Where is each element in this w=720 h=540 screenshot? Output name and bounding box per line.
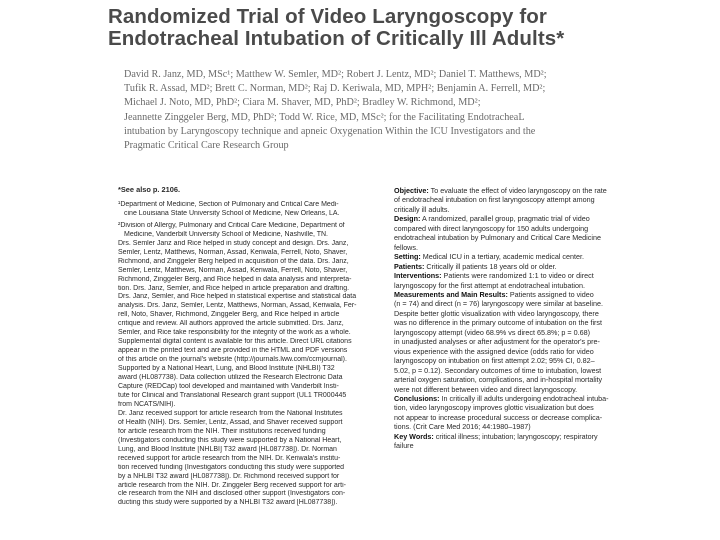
footnote-line: Medicine, Vanderbilt University School of Medicine, Nashville, TN. (124, 230, 328, 238)
author-line: Michael J. Noto, MD, PhD²; Ciara M. Shaver, MD, PhD²; Bradley W. Richmond, MD²; (124, 97, 481, 109)
abstract-line: were not different between video and direct laryngoscopy. (394, 384, 578, 394)
patients-label: Patients: (394, 261, 425, 271)
abstract-line: critically ill adults. (394, 204, 450, 214)
author-list (124, 68, 720, 153)
title-line-2: Endotracheal Intubation of Critically Ill Adults* (108, 27, 565, 50)
abstract-line: laryngoscopy for the first attempt at endotracheal intubation. (394, 280, 585, 290)
footnote-line: tion. Drs. Janz, Semler, and Rice helped in article preparation and drafting. (118, 284, 350, 292)
design-label: Design: (394, 214, 421, 224)
abstract-measurements (394, 290, 712, 299)
abstract-objective (394, 186, 712, 195)
author-line: David R. Janz, MD, MSc¹; Matthew W. Semler, MD²; Robert J. Lentz, MD²; Daniel T. Matthews, MD²; (124, 69, 547, 80)
footnote-line: Dr. Janz received support for article research from the National Institutes (118, 409, 343, 417)
footnote-line: Capture (REDCap) tool developed and maintained with Vanderbilt Insti- (118, 383, 339, 391)
abstract-line: of endotracheal intubation on first laryngoscopy attempt among (394, 195, 595, 205)
abstract-conclusions (394, 394, 712, 403)
abstract-line: (n = 74) and direct (n = 76) laryngoscopy were similar at baseline. (394, 299, 603, 309)
keywords-label: Key Words: (394, 431, 434, 441)
abstract-line: laryngoscopy on intubation on first attempt 2.02; 95% CI, 0.82– (394, 356, 595, 366)
abstract-line: not appear to increase procedural success or decrease complica- (394, 412, 603, 422)
footnote-line: article research from the NIH. Dr. Zinggeler Berg received support for arti- (118, 481, 346, 489)
patients-text: Critically ill patients 18 years old or older. (424, 261, 557, 271)
setting-text: Medical ICU in a tertiary, academic medical center. (420, 252, 584, 262)
abstract-line: vious experience with the assigned device (odds ratio for video (394, 346, 594, 356)
measurements-label: Measurements and Main Results: (394, 289, 508, 299)
author-line: Pragmatic Critical Care Research Group (124, 140, 289, 152)
footnote-line: of this article on the journal's website (http://journals.lww.com/ccmjournal). (118, 356, 347, 364)
measurements-text: Patients assigned to video (507, 289, 594, 299)
footnote-line: from NCATS/NIH). (118, 400, 176, 408)
see-also-note: *See also p. 2106. (118, 185, 181, 194)
abstract-line: laryngoscopy attempt (video 68.9% vs direct 65.8%; p = 0.68) (394, 327, 590, 337)
abstract-line: endotracheal intubation by Pulmonary and Critical Care Medicine (394, 233, 601, 243)
abstract-setting (394, 252, 712, 261)
objective-text: To evaluate the effect of video laryngoscopy on the rate (428, 186, 607, 195)
footnote-line: ²Division of Allergy, Pulmonary and Critical Care Medicine, Department of (118, 221, 345, 229)
footnote-line: Semler, and Rice take responsibility for the integrity of the work as a whole. (118, 329, 351, 337)
footnote-line: Semler, Lentz, Matthews, Norman, Assad, Keriwala, Ferrell, Noto, Shaver, (118, 248, 348, 256)
author-line: Jeannette Zinggeler Berg, MD, PhD²; Todd W. Rice, MD, MSc²; for the Facilitating EndotracheaL (124, 111, 525, 123)
footnote-line: (Investigators conducting this study were supported by a National Heart, (118, 436, 342, 444)
footnote-line: cle research from the NIH and disclosed other support (Investigators con- (118, 490, 346, 498)
abstract-line: compared with direct laryngoscopy for 150 adults undergoing (394, 223, 589, 233)
author-line: Tufik R. Assad, MD²; Brett C. Norman, MD²; Raj D. Keriwala, MD, MPH²; Benjamin A. Ferrell, MD²; (124, 83, 546, 95)
article-title (108, 6, 708, 50)
footnote-line: tute for Clinical and Translational Research grant support (UL1 TR000445 (118, 391, 347, 399)
footnote-line: ¹Department of Medicine, Section of Pulmonary and Critical Care Medi- (118, 200, 339, 208)
footnote-line: critique and review. All authors approved the article submitted. Drs. Janz, (118, 320, 344, 328)
footnote-line: Semler, Lentz, Matthews, Norman, Assad, Keriwala, Ferrell, Noto, Shaver, (118, 266, 348, 274)
footnote-line: tion received funding (Investigators conducting this study were supported (118, 463, 345, 471)
author-line: intubation by Laryngoscopy technique and apneic Oxygenation Within the ICU Investigators and the (124, 125, 536, 137)
abstract-interventions (394, 271, 712, 280)
abstract (394, 186, 712, 451)
abstract-line: 5.02, p = 0.12). Secondary outcomes of time to intubation, lowest (394, 365, 602, 375)
footnote-line: Drs. Semler Janz and Rice helped in study concept and design. Drs. Janz, (118, 239, 349, 247)
abstract-design (394, 214, 712, 223)
interventions-label: Interventions: (394, 271, 442, 281)
abstract-line: tion, video laryngoscopy improves glottic visualization but does (394, 403, 594, 413)
abstract-line: in unadjusted analyses or after adjustment for the operator's pre- (394, 337, 600, 347)
title-line-1: Randomized Trial of Video Laryngoscopy for (108, 5, 547, 28)
footnote-line: Richmond, Zinggeler Berg, and Rice helped in data analysis and interpreta- (118, 275, 352, 283)
footnote-line: ducting this study were supported by a NHLBI T32 award [HL087738]). (118, 499, 338, 507)
footnote-line: Lung, and Blood Institute [NHLBI] T32 award [HL087738]). Dr. Norman (118, 445, 337, 453)
footnote-line: rell, Noto, Shaver, Richmond, Zinggeler Berg, and Rice helped in article (118, 311, 340, 319)
abstract-line: tions. (Crit Care Med 2016; 44:1980–1987) (394, 422, 531, 432)
footnote-line: award (HL087738). Data collection utilized the Research Electronic Data (118, 374, 343, 382)
abstract-line: fellows. (394, 242, 418, 252)
footnote-line: received support for article research from the NIH. Dr. Keriwala's institu- (118, 454, 341, 462)
interventions-text: Patients were randomized 1:1 to video or direct (441, 271, 594, 281)
design-text: A randomized, parallel group, pragmatic trial of video (420, 214, 590, 224)
footnote-line: Richmond, and Zinggeler Berg helped in acquisition of the data. Drs. Janz, (118, 257, 349, 265)
footnote-line: cine Louisiana State University School of Medicine, New Orleans, LA. (124, 209, 340, 217)
keywords-text: critical illness; intubation; laryngoscopy; respiratory (433, 431, 598, 441)
footnote-line: of Health (NIH). Drs. Semler, Lentz, Assad, and Shaver received support (118, 418, 343, 426)
setting-label: Setting: (394, 252, 421, 262)
footnote-line: Supplemental digital content is available for this article. Direct URL citations (118, 338, 352, 346)
abstract-keywords (394, 432, 712, 441)
abstract-line: was no difference in the primary outcome of intubation on the first (394, 318, 603, 328)
conclusions-text: In critically ill adults undergoing endotracheal intuba- (439, 393, 609, 403)
footnote-line: by a NHLBI T32 award [HL087738]). Dr. Richmond received support for (118, 472, 340, 480)
footnote-line: for article research from the NIH. Their institutions received funding (118, 427, 326, 435)
conclusions-label: Conclusions: (394, 393, 440, 403)
footnote-line: Drs. Janz, Semler, and Rice helped in statistical expertise and statistical data (118, 293, 357, 301)
abstract-line: failure (394, 441, 414, 451)
abstract-patients (394, 262, 712, 271)
objective-label: Objective: (394, 186, 429, 195)
abstract-line: arterial oxygen saturation, complications, and in-hospital mortality (394, 375, 603, 385)
footnote-line: Supported by a National Heart, Lung, and Blood Institute (NHLBI) T32 (118, 365, 335, 373)
abstract-line: Despite better glottic visualization with video laryngoscopy, there (394, 308, 599, 318)
footnote-line: analysis. Drs. Janz, Semler, Lentz, Matthews, Norman, Assad, Keriwala, Fer- (118, 302, 357, 310)
footnote-line: appear in the printed text and are provided in the HTML and PDF versions (118, 347, 348, 355)
affiliations-footnotes (118, 186, 388, 508)
